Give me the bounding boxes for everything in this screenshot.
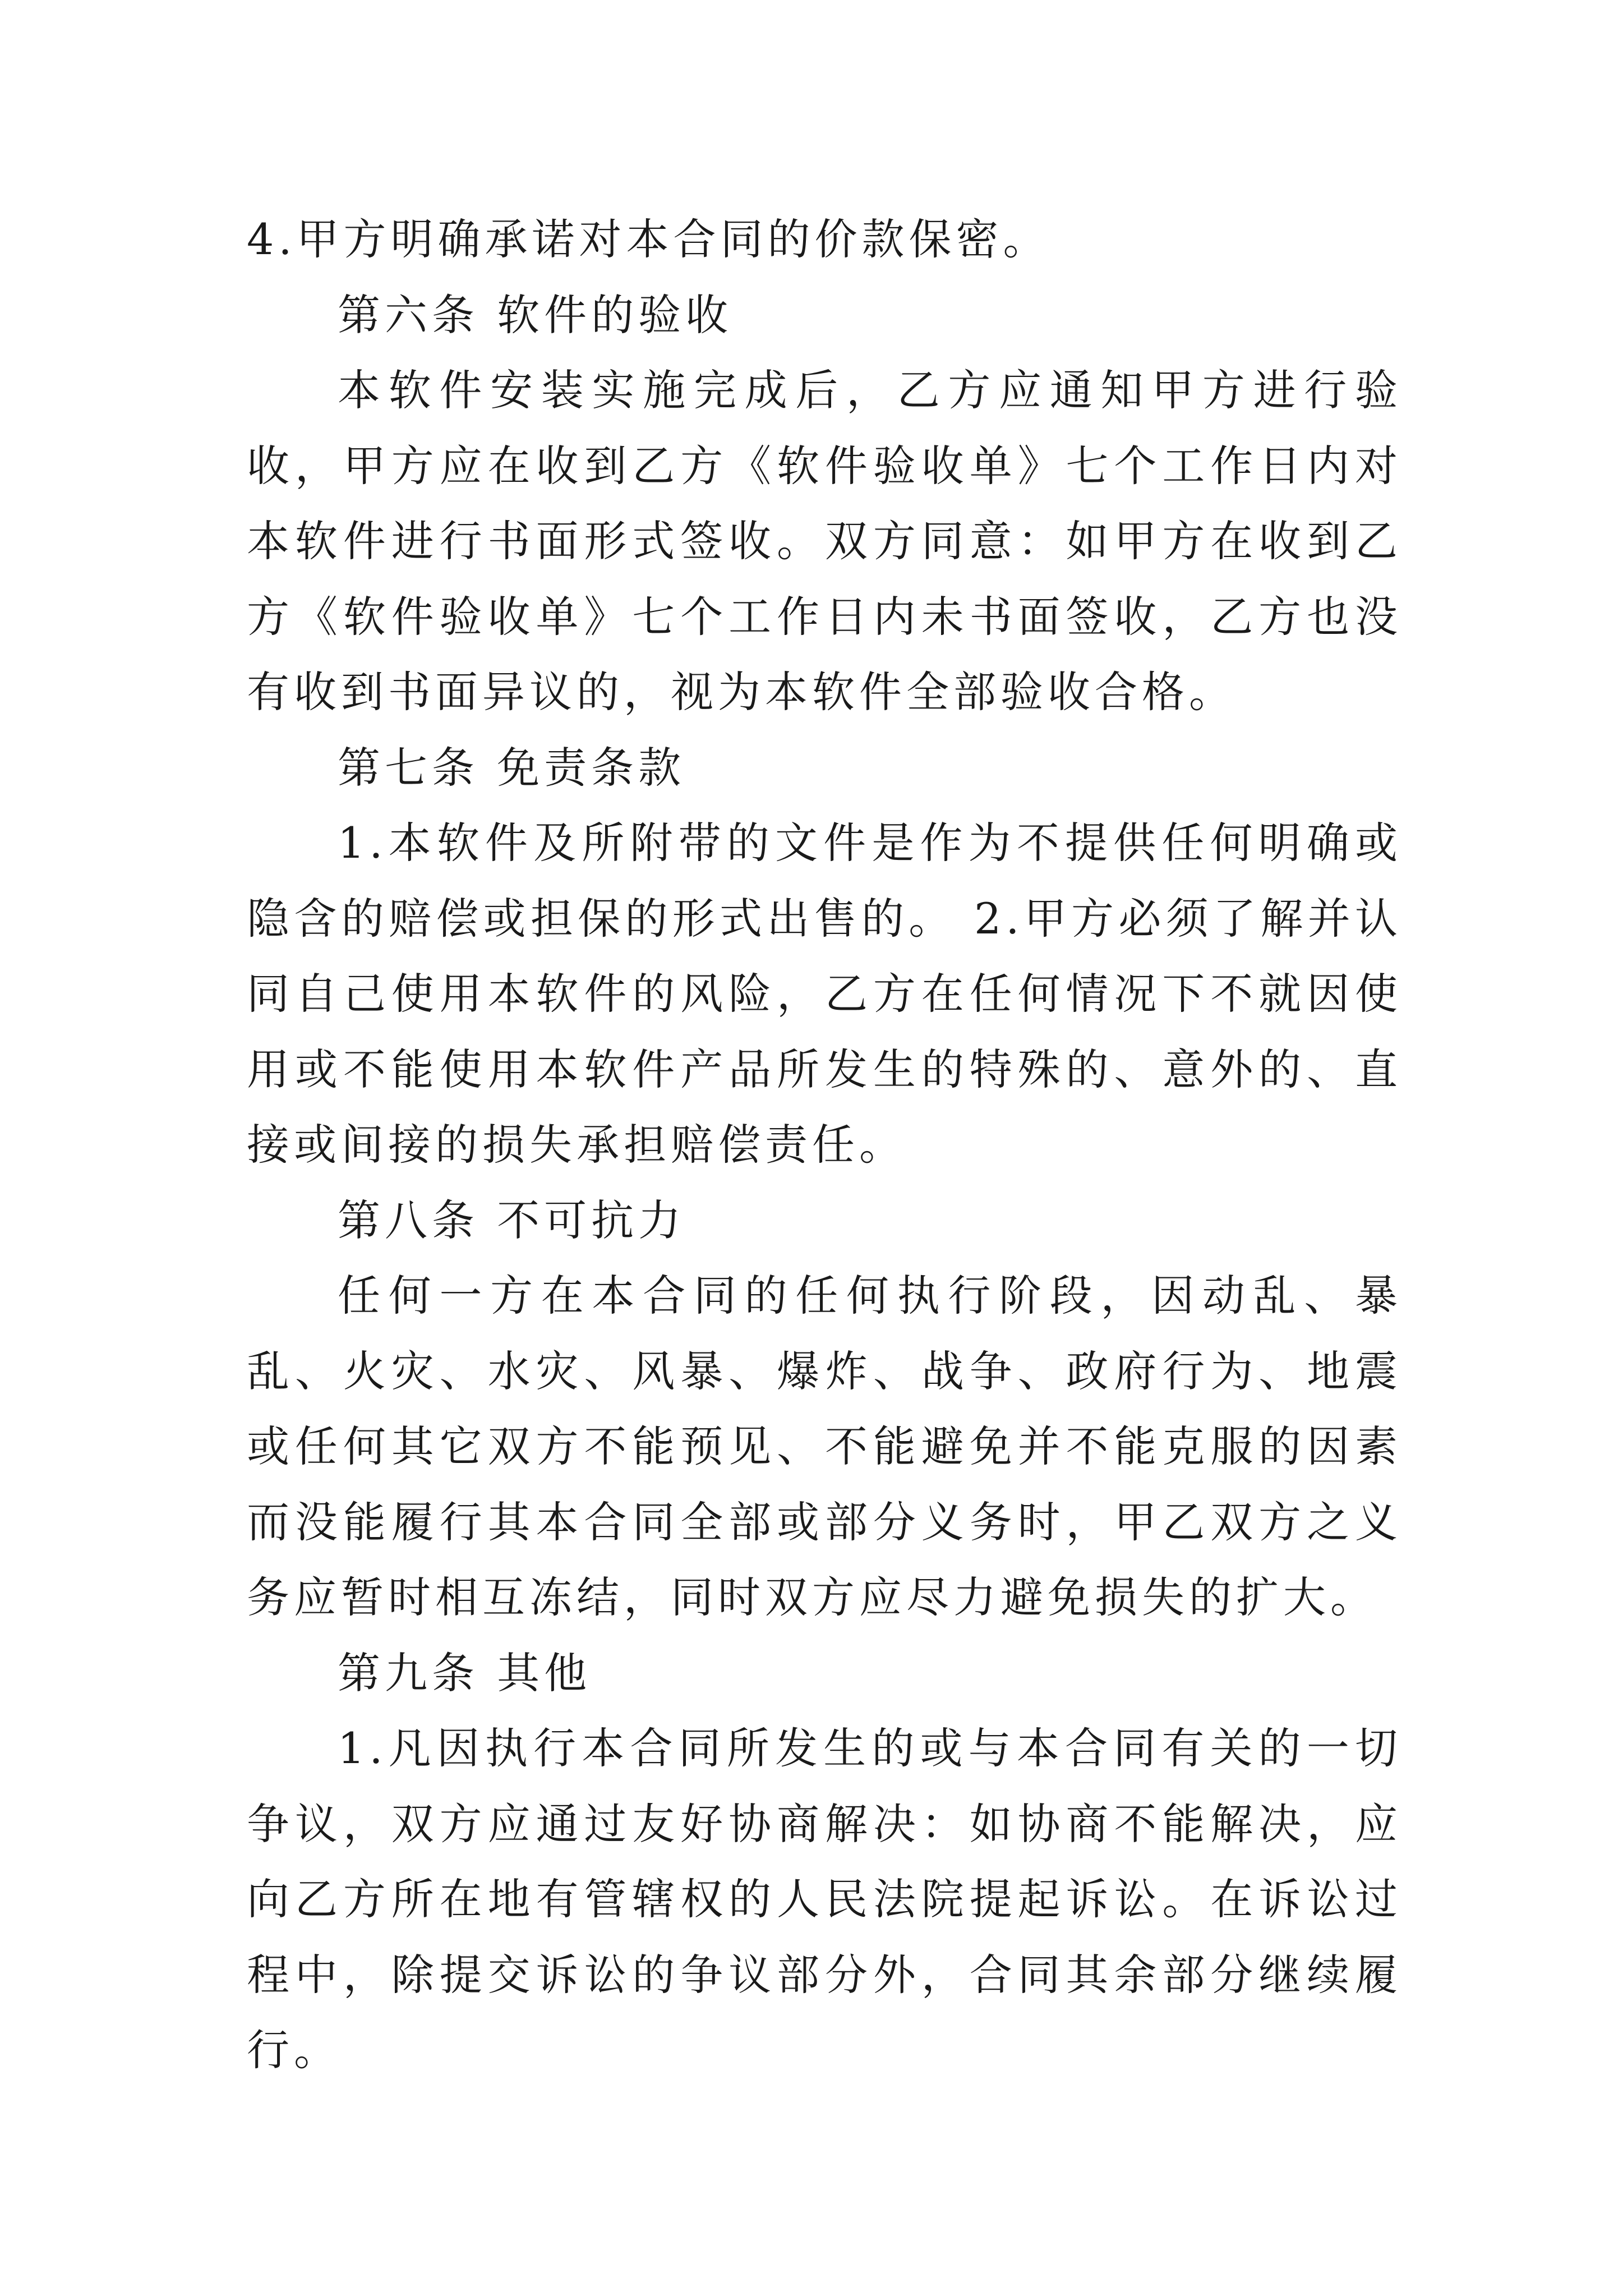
article-8-heading: 第八条 不可抗力 (338, 1195, 686, 1245)
article-9-body: 1.凡因执行本合同所发生的或与本合同有关的一切争议，双方应通过友好协商解决：如协商不能解决，应向乙方所在地有管辖权的人民法院提起诉讼。在诉讼过程中，除提交诉讼的争议部分外，合同其余部分继续履行。 (247, 1723, 1402, 2075)
article-6-body: 本软件安装实施完成后，乙方应通知甲方进行验收，甲方应在收到乙方《软件验收单》七个工作日内对本软件进行书面形式签收。双方同意：如甲方在收到乙方《软件验收单》七个工作日内未书面签收，乙方也没有收到书面异议的，视为本软件全部验收合格。 (247, 365, 1402, 717)
article-8-body: 任何一方在本合同的任何执行阶段，因动乱、暴乱、火灾、水灾、风暴、爆炸、战争、政府行为、地震或任何其它双方不能预见、不能避免并不能克服的因素而没能履行其本合同全部或部分义务时，甲乙双方之义务应暂时相互冻结，同时双方应尽力避免损失的扩大。 (247, 1271, 1402, 1622)
clause-5-item-4: 4.甲方明确承诺对本合同的价款保密。 (247, 214, 1050, 264)
contract-body (247, 202, 1402, 2088)
article-6-heading: 第六条 软件的验收 (338, 289, 733, 340)
article-7-heading: 第七条 免责条款 (338, 742, 686, 793)
article-9-heading: 第九条 其他 (338, 1648, 592, 1698)
article-7-body: 1.本软件及所附带的文件是作为不提供任何明确或隐含的赔偿或担保的形式出售的。 2.甲方必须了解并认同自己使用本软件的风险，乙方在任何情况下不就因使用或不能使用本软件产品所发生的特殊的、意外的、直接或间接的损失承担赔偿责任。 (247, 818, 1402, 1170)
